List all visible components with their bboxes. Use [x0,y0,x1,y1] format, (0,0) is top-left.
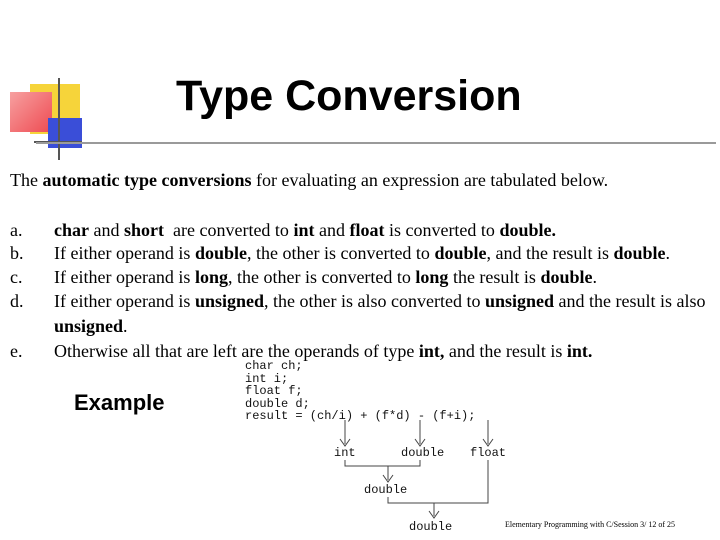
rule-item [10,291,716,313]
rule-item [10,267,716,289]
rule-text-segment: double [540,267,593,287]
code-line: int i; [245,371,289,386]
rule-text-segment: long [194,267,228,287]
rule-text-segment: long [415,267,449,287]
rule-text-segment: is converted to [384,220,500,240]
rule-text-segment: unsigned [194,291,264,311]
rule-text-segment: double [613,243,666,263]
rule-text-segment: If either operand is [54,267,195,287]
rule-text-segment: int, [418,341,445,361]
tree-arrow-join-2 [429,511,439,518]
tree-node-double-level2: double [364,483,408,497]
rule-text-segment: double [194,243,247,263]
rule-item [10,220,716,242]
example-code-block [245,360,475,423]
rule-item-text [54,220,556,241]
tree-node-float: float [470,446,507,460]
rule-text-segment: int [293,220,315,240]
code-line: float f; [245,384,303,398]
title-divider [36,142,716,144]
rule-item-text [54,291,705,312]
rule-item [10,243,716,265]
rule-text-segment: and [89,220,124,240]
rule-text-segment: and the result is also [554,291,706,311]
rule-item-text [54,316,128,337]
rule-item-text [54,267,597,288]
tree-node-double: double [401,446,445,460]
rule-item-label: c. [10,267,23,287]
rule-text-segment: Otherwise all that are left are the operands of type [54,341,419,361]
code-line: double d; [245,396,310,411]
rule-text-segment: and the result is [444,341,567,361]
rule-text-segment: and [314,220,350,240]
rule-text-segment: , the other is converted to [227,267,416,287]
rule-text-segment: , the other is converted to [246,243,435,263]
rule-text-segment: If either operand is [54,291,195,311]
rule-text-segment: char [54,220,89,240]
tree-arrow-join-1 [383,475,393,482]
example-label: Example [74,390,165,415]
rule-text-segment: , the other is also converted to [264,291,485,311]
rule-text-segment: If either operand is [54,243,195,263]
rule-text-segment: the result is [448,267,541,287]
rule-text-segment: , and the result is [486,243,614,263]
slide-footer: Elementary Programming with C/Session 3/ 12 of 25 [505,520,675,529]
rule-item [10,316,716,338]
tree-join-1 [345,460,420,466]
code-line: result = (ch/i) + (f*d) - (f+i); [245,409,476,423]
rule-text-segment: are converted to [164,220,294,240]
rule-text-segment: short [124,220,164,240]
logo-vertical-line [58,78,60,160]
rule-item-label: a. [10,220,23,240]
tree-node-double-result: double [409,520,453,534]
code-line: char ch; [245,359,303,373]
rule-item-label: d. [10,291,24,311]
rule-item-text [54,341,592,362]
rule-item-label: e. [10,341,23,361]
rule-text-segment: double [434,243,487,263]
rule-text-segment: int. [566,341,593,361]
rule-item-text [54,243,670,264]
tree-node-int: int [334,446,356,460]
rule-text-segment: unsigned [54,316,124,336]
rule-text-segment: . [123,316,128,336]
rule-text-segment: unsigned [484,291,554,311]
rule-text-segment: . [592,267,597,287]
rule-item-label: b. [10,243,24,263]
rule-text-segment: float [349,220,385,240]
intro-text: The automatic type conversions for evaluating an expression are tabulated below. [10,170,609,190]
tree-arrow-double [415,439,425,446]
slide-title: Type Conversion [176,72,522,120]
tree-arrow-float [483,439,493,446]
rule-text-segment: . [665,243,670,263]
tree-arrow-int [340,439,350,446]
rule-text-segment: double. [499,220,556,240]
slide-logo-decoration [0,0,120,170]
logo-red-square [10,92,52,132]
